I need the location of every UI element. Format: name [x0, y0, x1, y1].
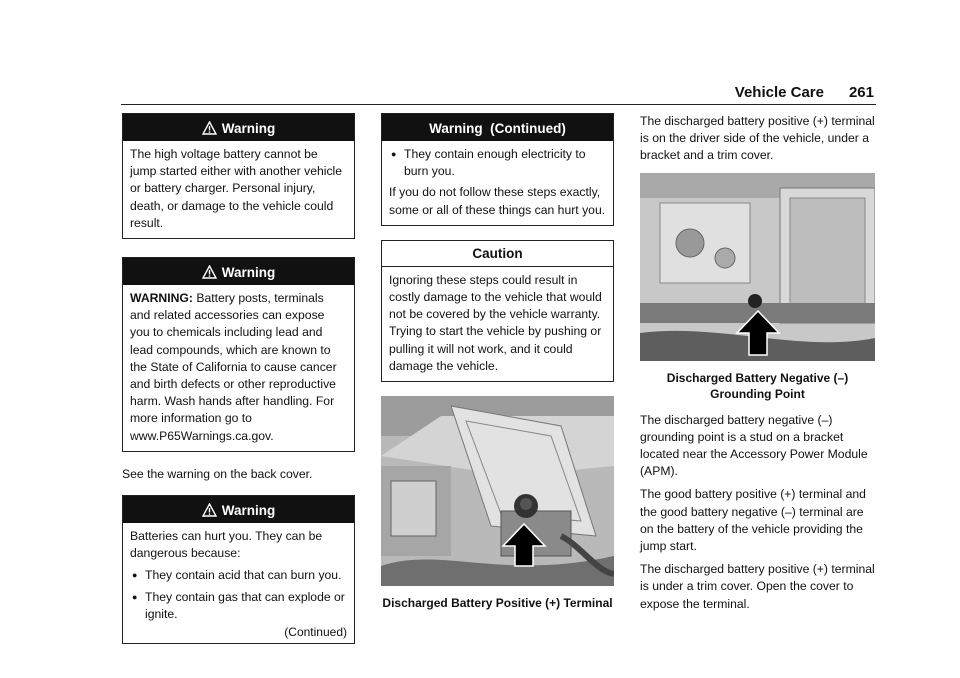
warning-text: If you do not follow these steps exactly, some or all of these things can hurt you.	[389, 185, 606, 217]
list-item: ● They contain gas that can explode or ignite.	[130, 589, 347, 623]
warning-body	[123, 285, 354, 451]
caution-box	[381, 240, 614, 382]
list-item: ● They contain enough electricity to burn you.	[389, 146, 606, 180]
paragraph: The discharged battery positive (+) terminal is on the driver side of the vehicle, under a bracket and a trim cover.	[640, 114, 875, 163]
warning-intro: Batteries can hurt you. They can be dangerous because:	[130, 529, 323, 561]
figure-positive-terminal	[381, 396, 614, 611]
caution-body	[382, 267, 613, 381]
warning-text	[130, 290, 347, 445]
engine-bay-illustration	[381, 396, 614, 586]
column-left	[122, 113, 355, 658]
warning-triangle-icon	[202, 503, 217, 517]
warning-body	[123, 523, 354, 643]
page-number: 261	[848, 84, 874, 101]
column-right	[640, 113, 875, 619]
page-header	[121, 84, 876, 105]
paragraph: The discharged battery negative (–) grounding point is a stud on a bracket located near the Accessory Power Module (APM).	[640, 412, 868, 479]
warning-text-body: Battery posts, terminals and related accessories can expose you to chemicals including lead and lead compounds, which are known to the State of California to cause cancer and birth defects or other reproductive harm. Wash hands after handling. For more information go to www.P65Warnings.ca.gov.	[130, 291, 337, 443]
warning-header	[123, 258, 354, 285]
caution-text: Ignoring these steps could result in costly damage to the vehicle that would not be covered by the vehicle warranty. Trying to start the vehicle by pushing or pulling it will not work, and it could damage the vehicle.	[389, 272, 602, 373]
warning-label: WARNING:	[130, 291, 193, 306]
see-warning-text: See the warning on the back cover.	[122, 466, 313, 481]
warning-triangle-icon	[202, 121, 217, 135]
warning-bullet-list	[389, 146, 606, 180]
warning-body	[123, 141, 354, 238]
warning-box-p65	[122, 257, 355, 452]
figure-caption: Discharged Battery Positive (+) Terminal	[382, 596, 613, 611]
warning-title: Warning	[221, 121, 276, 136]
warning-title: Warning	[221, 265, 276, 281]
warning-title: Warning	[221, 503, 276, 519]
list-item: ● They contain acid that can burn you.	[130, 567, 347, 584]
warning-header: Warning (Continued)	[382, 114, 613, 141]
column-middle	[381, 113, 614, 611]
caution-header: Caution	[382, 241, 613, 267]
warning-triangle-icon	[202, 265, 217, 279]
warning-bullet-list	[130, 567, 347, 623]
warning-body	[382, 141, 613, 225]
warning-header	[123, 496, 354, 523]
warning-box-batteries	[122, 495, 355, 644]
continued-label: (Continued)	[284, 625, 347, 640]
warning-text: The high voltage battery cannot be jump started either with another vehicle or battery charger. Personal injury, death, or damage to the vehicle could result.	[130, 147, 343, 230]
figure-caption: Discharged Battery Negative (–) Grounding Point	[666, 370, 849, 401]
apm-illustration	[640, 173, 875, 361]
section-title: Vehicle Care	[734, 84, 824, 101]
paragraph: The good battery positive (+) terminal and the good battery negative (–) terminal are on the battery of the vehicle providing the jump start.	[640, 487, 866, 554]
warning-header	[123, 114, 354, 141]
warning-box-continued	[381, 113, 614, 226]
warning-box-high-voltage	[122, 113, 355, 239]
paragraph: The discharged battery positive (+) terminal is under a trim cover. Open the cover to expose the terminal.	[640, 562, 875, 611]
figure-negative-grounding	[640, 173, 875, 402]
